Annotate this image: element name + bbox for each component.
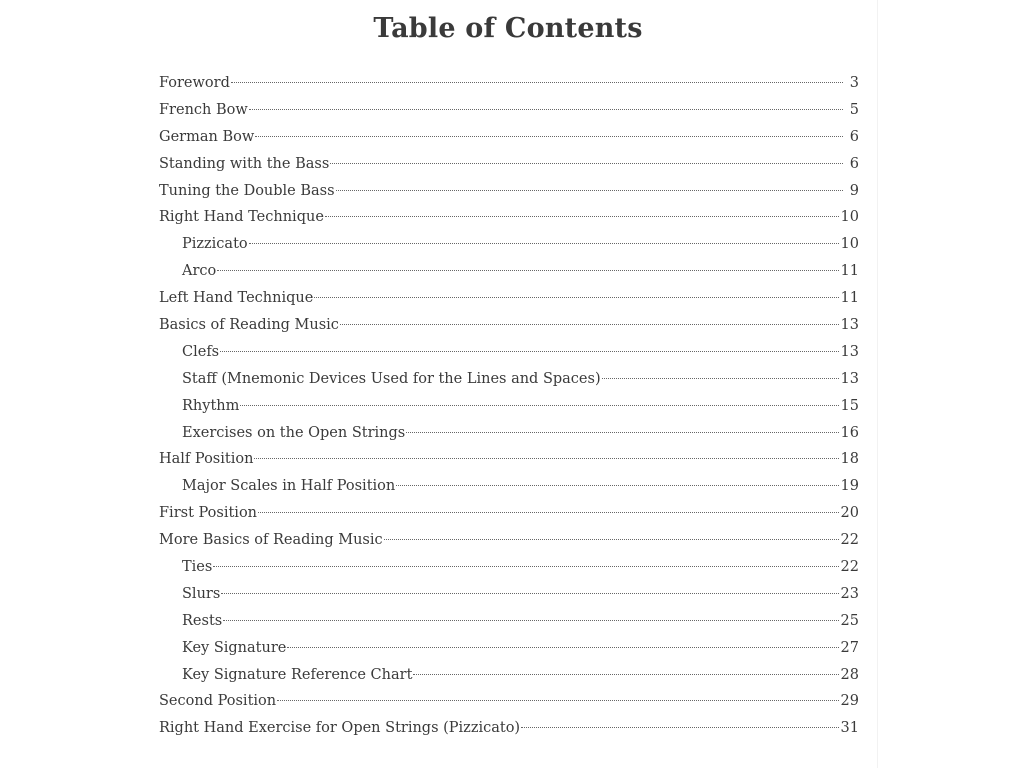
- dot-leader: [277, 700, 838, 701]
- dot-leader: [602, 378, 839, 379]
- toc-entry-page-number: 16: [840, 424, 859, 441]
- toc-entry-page-number: 25: [840, 612, 859, 629]
- toc-entry-label: Tuning the Double Bass: [159, 182, 335, 199]
- toc-entry-page-number: 3: [849, 75, 859, 91]
- toc-entry[interactable]: [159, 473, 859, 500]
- toc-entry-page-number: 9: [849, 182, 859, 199]
- toc-entry-page-number: 5: [849, 101, 859, 118]
- dot-leader: [213, 566, 838, 567]
- toc-entry-label: Ties: [182, 559, 213, 576]
- toc-entry-label: Foreword: [159, 75, 230, 91]
- toc-entry[interactable]: [159, 688, 859, 715]
- toc-entry[interactable]: [159, 420, 859, 447]
- toc-entry-label: Clefs: [182, 343, 220, 360]
- toc-entry-label: Right Hand Technique: [159, 209, 324, 226]
- toc-entry[interactable]: [159, 581, 859, 608]
- toc-entry-page-number: 6: [849, 155, 859, 172]
- dot-leader: [396, 485, 838, 486]
- toc-entry-page-number: 10: [840, 236, 859, 253]
- toc-entry[interactable]: [159, 527, 859, 554]
- table-of-contents: [159, 70, 859, 742]
- toc-entry-label: Standing with the Bass: [159, 155, 330, 172]
- toc-entry-label: French Bow: [159, 101, 248, 118]
- toc-entry-label: Major Scales in Half Position: [182, 478, 396, 495]
- toc-entry[interactable]: [159, 70, 859, 97]
- toc-entry-page-number: 22: [840, 559, 859, 576]
- dot-leader: [325, 216, 839, 217]
- toc-entry-page-number: 6: [849, 128, 859, 145]
- dot-leader: [254, 458, 838, 459]
- toc-entry-label: Key Signature Reference Chart: [182, 666, 413, 683]
- toc-entry-label: Arco: [182, 263, 217, 280]
- toc-entry[interactable]: [159, 151, 859, 178]
- toc-entry[interactable]: [159, 339, 859, 366]
- toc-entry-label: Basics of Reading Music: [159, 317, 339, 334]
- dot-leader: [258, 512, 839, 513]
- dot-leader: [249, 243, 839, 244]
- toc-entry-label: Key Signature: [182, 639, 287, 656]
- toc-entry-page-number: 10: [840, 209, 859, 226]
- toc-entry[interactable]: [159, 662, 859, 689]
- dot-leader: [249, 109, 843, 110]
- toc-entry[interactable]: [159, 124, 859, 151]
- toc-entry-label: Rhythm: [182, 397, 240, 414]
- dot-leader: [413, 674, 838, 675]
- toc-entry[interactable]: [159, 231, 859, 258]
- toc-entry[interactable]: [159, 500, 859, 527]
- dot-leader: [240, 405, 838, 406]
- toc-entry[interactable]: [159, 715, 859, 742]
- toc-entry-page-number: 15: [840, 397, 859, 414]
- toc-entry[interactable]: [159, 312, 859, 339]
- dot-leader: [220, 351, 838, 352]
- toc-entry[interactable]: [159, 446, 859, 473]
- toc-entry[interactable]: [159, 366, 859, 393]
- toc-entry[interactable]: [159, 635, 859, 662]
- toc-entry-page-number: 11: [840, 290, 859, 307]
- dot-leader: [314, 297, 838, 298]
- toc-entry-label: First Position: [159, 505, 258, 522]
- toc-entry-page-number: 31: [840, 720, 859, 737]
- toc-entry[interactable]: [159, 258, 859, 285]
- dot-leader: [340, 324, 839, 325]
- toc-entry-label: Rests: [182, 612, 223, 629]
- dot-leader: [287, 647, 838, 648]
- dot-leader: [223, 620, 838, 621]
- dot-leader: [406, 432, 838, 433]
- toc-entry-label: Pizzicato: [182, 236, 248, 253]
- toc-entry-label: Left Hand Technique: [159, 290, 314, 307]
- toc-entry-page-number: 29: [840, 693, 859, 710]
- toc-entry[interactable]: [159, 178, 859, 205]
- toc-entry[interactable]: [159, 554, 859, 581]
- dot-leader: [330, 163, 843, 164]
- toc-entry-page-number: 23: [840, 585, 859, 602]
- toc-entry[interactable]: [159, 97, 859, 124]
- dot-leader: [221, 593, 838, 594]
- toc-entry-page-number: 11: [840, 263, 859, 280]
- page-title: Table of Contents: [373, 13, 643, 44]
- toc-entry-label: Slurs: [182, 585, 221, 602]
- toc-entry-page-number: 27: [840, 639, 859, 656]
- dot-leader: [521, 727, 838, 728]
- toc-entry-page-number: 20: [840, 505, 859, 522]
- toc-entry-page-number: 19: [840, 478, 859, 495]
- toc-entry-label: More Basics of Reading Music: [159, 532, 383, 549]
- toc-entry-page-number: 28: [840, 666, 859, 683]
- toc-entry-label: Staff (Mnemonic Devices Used for the Lines and Spaces): [182, 370, 601, 387]
- toc-entry-page-number: 22: [840, 532, 859, 549]
- toc-entry-label: Right Hand Exercise for Open Strings (Pizzicato): [159, 720, 521, 737]
- dot-leader: [384, 539, 839, 540]
- page-edge: [877, 0, 1024, 768]
- dot-leader: [255, 136, 843, 137]
- toc-entry[interactable]: [159, 204, 859, 231]
- toc-entry-page-number: 13: [840, 317, 859, 334]
- toc-entry-page-number: 18: [840, 451, 859, 468]
- dot-leader: [217, 270, 838, 271]
- toc-entry-label: German Bow: [159, 128, 255, 145]
- toc-entry[interactable]: [159, 393, 859, 420]
- dot-leader: [231, 82, 843, 83]
- dot-leader: [336, 190, 843, 191]
- toc-entry-page-number: 13: [840, 343, 859, 360]
- toc-entry-page-number: 13: [840, 370, 859, 387]
- toc-entry-label: Second Position: [159, 693, 277, 710]
- toc-entry-label: Half Position: [159, 451, 254, 468]
- toc-entry[interactable]: [159, 285, 859, 312]
- toc-entry-label: Exercises on the Open Strings: [182, 424, 406, 441]
- toc-entry[interactable]: [159, 608, 859, 635]
